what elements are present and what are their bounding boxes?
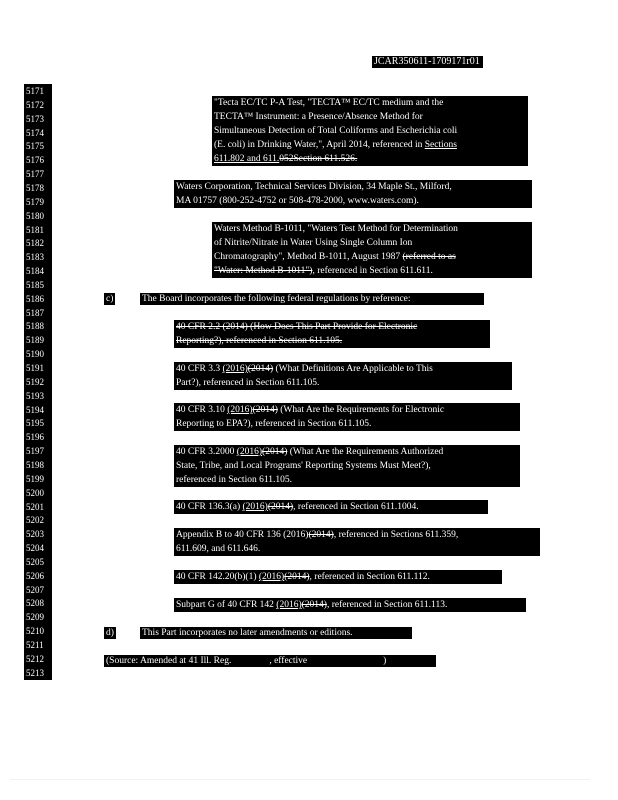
line-number: 5180 <box>26 210 44 221</box>
line-number: 5196 <box>26 432 44 443</box>
line-number: 5179 <box>26 196 44 207</box>
line-number: 5184 <box>26 266 44 277</box>
method-line-3-deleted: (referred to as <box>402 252 456 262</box>
reg-3-year-new: (2016) <box>227 405 253 415</box>
source-effective: , effective <box>269 656 308 666</box>
tecta-line-1: "Tecta EC/TC P-A Test, "TECTA™ EC/TC medium and the <box>214 98 444 108</box>
method-line-2: of Nitrite/Nitrate in Water Using Single Column Ion <box>214 238 413 248</box>
line-number: 5200 <box>26 487 44 498</box>
reg-2-year-old: (2014) <box>247 364 274 374</box>
source-close: ) <box>383 656 387 666</box>
reg-2-title: (What Definitions Are Applicable to This <box>273 364 433 374</box>
line-number: 5193 <box>26 390 44 401</box>
section-c-text: The Board incorporates the following federal regulations by reference: <box>140 293 484 305</box>
reg-5-title: , referenced in Section 611.1004. <box>293 502 419 512</box>
reg-3-cite: 40 CFR 3.10 <box>176 405 228 415</box>
reg-7-line-1 <box>176 570 500 584</box>
reg-1-line-1: 40 CFR 2.2 (2014) (How Does This Part Provide for Electronic <box>176 322 418 332</box>
line-number: 5201 <box>26 501 44 512</box>
reg-8-cite: Subpart G of 40 CFR 142 <box>176 600 277 610</box>
line-number: 5197 <box>26 446 44 457</box>
tecta-reference-block <box>212 96 528 166</box>
reg-3-title: (What Are the Requirements for Electronic <box>277 405 445 415</box>
line-number: 5209 <box>26 612 44 623</box>
line-number: 5188 <box>26 321 44 332</box>
line-number: 5190 <box>26 349 44 360</box>
line-number: 5194 <box>26 404 44 415</box>
tecta-sections-insert: Sections <box>424 140 457 150</box>
method-line-4-deleted: "Water: Method B-1011") <box>214 266 313 276</box>
line-number: 5192 <box>26 376 44 387</box>
tecta-line-4-text: (E. coli) in Drinking Water,", April 2014, referenced in <box>214 140 425 150</box>
reg-3-year-old: (2014) <box>252 405 278 415</box>
line-number: 5177 <box>26 169 44 180</box>
source-note <box>104 655 436 667</box>
document-id-header: JCAR350611-1709171r01 <box>372 56 483 68</box>
reg-5-year-old: (2014) <box>267 502 294 512</box>
line-number: 5176 <box>26 155 44 166</box>
line-number: 5213 <box>26 667 44 678</box>
line-number: 5210 <box>26 626 44 637</box>
waters-line-2: MA 01757 (800-252-4752 or 508-478-2000, www.waters.com). <box>176 196 419 206</box>
line-number: 5207 <box>26 584 44 595</box>
reg-8-title: , referenced in Section 611.113. <box>326 600 448 610</box>
tecta-line-2: TECTA™ Instrument: a Presence/Absence Method for <box>214 112 423 122</box>
reg-item-3 <box>174 403 520 431</box>
reg-6-title: , referenced in Sections 611.359, <box>333 530 459 540</box>
method-line-4-text: , referenced in Section 611.611. <box>312 266 433 276</box>
line-number: 5174 <box>26 127 44 138</box>
reg-2-line-1 <box>176 362 510 376</box>
line-number: 5178 <box>26 182 44 193</box>
reg-2-year-new: (2016) <box>222 364 248 374</box>
line-number: 5206 <box>26 570 44 581</box>
line-number: 5187 <box>26 307 44 318</box>
tecta-line-5-insert: 611.802 and 611. <box>214 154 280 164</box>
reg-1-line-2: Reporting?), referenced in Section 611.105. <box>176 336 343 346</box>
reg-8-year-new: (2016) <box>276 600 302 610</box>
line-number: 5199 <box>26 473 44 484</box>
reg-6-line-1 <box>176 528 538 542</box>
reg-item-6 <box>174 528 540 556</box>
line-number: 5211 <box>26 640 44 650</box>
reg-item-4 <box>174 445 520 487</box>
section-d-text: This Part incorporates no later amendments or editions. <box>140 627 412 639</box>
waters-corporation-block <box>174 180 532 208</box>
reg-4-year-new: (2016) <box>236 447 263 457</box>
reg-item-7 <box>174 570 502 584</box>
line-number: 5171 <box>26 86 44 96</box>
reg-3-line-1 <box>176 403 518 417</box>
reg-3-line-2: Reporting to EPA?), referenced in Section 611.105. <box>176 419 372 429</box>
section-c-marker: c) <box>106 294 114 304</box>
line-number: 5202 <box>26 515 44 526</box>
source-text: (Source: Amended at 41 Ill. Reg. <box>106 656 232 666</box>
method-line-3-text: Chromatography", Method B-1011, August 1987 <box>214 252 403 262</box>
reg-6-line-2: 611.609, and 611.646. <box>176 544 261 554</box>
line-number: 5203 <box>26 529 44 540</box>
line-number: 5183 <box>26 252 44 263</box>
line-number: 5208 <box>26 598 44 609</box>
line-number: 5189 <box>26 335 44 346</box>
line-number: 5173 <box>26 113 44 124</box>
line-number: 5212 <box>26 653 44 664</box>
reg-2-line-2: Part?), referenced in Section 611.105. <box>176 378 320 388</box>
reg-6-year-old: (2014) <box>308 530 334 540</box>
line-number: 5191 <box>26 363 44 373</box>
line-number: 5204 <box>26 543 44 554</box>
method-line-1: Waters Method B-1011, "Waters Test Method for Determination <box>214 224 458 234</box>
reg-4-line-3: referenced in Section 611.105. <box>176 475 292 485</box>
waters-line-1: Waters Corporation, Technical Services Division, 34 Maple St., Milford, <box>176 182 452 192</box>
reg-4-year-old: (2014) <box>262 447 288 457</box>
reg-6-cite: Appendix B to 40 CFR 136 (2016) <box>176 530 309 540</box>
reg-5-year-new: (2016) <box>242 502 268 512</box>
reg-5-line-1 <box>176 500 486 514</box>
line-number: 5175 <box>26 141 44 152</box>
line-number: 5182 <box>26 238 44 249</box>
reg-item-2 <box>174 362 512 390</box>
reg-2-cite: 40 CFR 3.3 <box>176 364 223 374</box>
line-number: 5186 <box>26 293 44 304</box>
reg-8-year-old: (2014) <box>301 600 327 610</box>
reg-item-5 <box>174 500 488 514</box>
line-number: 5195 <box>26 418 44 429</box>
line-number: 5181 <box>26 224 44 235</box>
reg-7-title: , referenced in Section 611.112. <box>309 572 430 582</box>
tecta-line-3: Simultaneous Detection of Total Coliforms and Escherichia coli <box>214 126 458 136</box>
tecta-line-5-deleted: 052Section 611.526. <box>279 154 358 164</box>
page-footer-rule <box>10 779 590 780</box>
reg-5-cite: 40 CFR 136.3(a) <box>176 502 243 512</box>
tecta-line-4 <box>214 138 526 152</box>
line-number: 5205 <box>26 556 44 567</box>
tecta-line-5 <box>214 152 526 166</box>
line-number: 5198 <box>26 459 44 470</box>
method-line-3 <box>214 250 530 264</box>
line-number: 5185 <box>26 279 44 290</box>
reg-7-year-new: (2016) <box>258 572 285 582</box>
reg-7-cite: 40 CFR 142.20(b)(1) <box>176 572 259 582</box>
waters-method-block <box>212 222 532 278</box>
section-d-marker: d) <box>106 628 114 638</box>
reg-4-line-2: State, Tribe, and Local Programs' Reporting Systems Must Meet?), <box>176 461 431 471</box>
reg-4-cite: 40 CFR 3.2000 <box>176 447 237 457</box>
line-number: 5172 <box>26 99 44 110</box>
reg-7-year-old: (2014) <box>284 572 310 582</box>
reg-item-8 <box>174 598 526 612</box>
method-line-4 <box>214 264 530 278</box>
reg-4-title: (What Are the Requirements Authorized <box>287 447 444 457</box>
reg-8-line-1 <box>176 598 524 612</box>
reg-item-1 <box>174 320 490 348</box>
reg-4-line-1 <box>176 445 518 459</box>
